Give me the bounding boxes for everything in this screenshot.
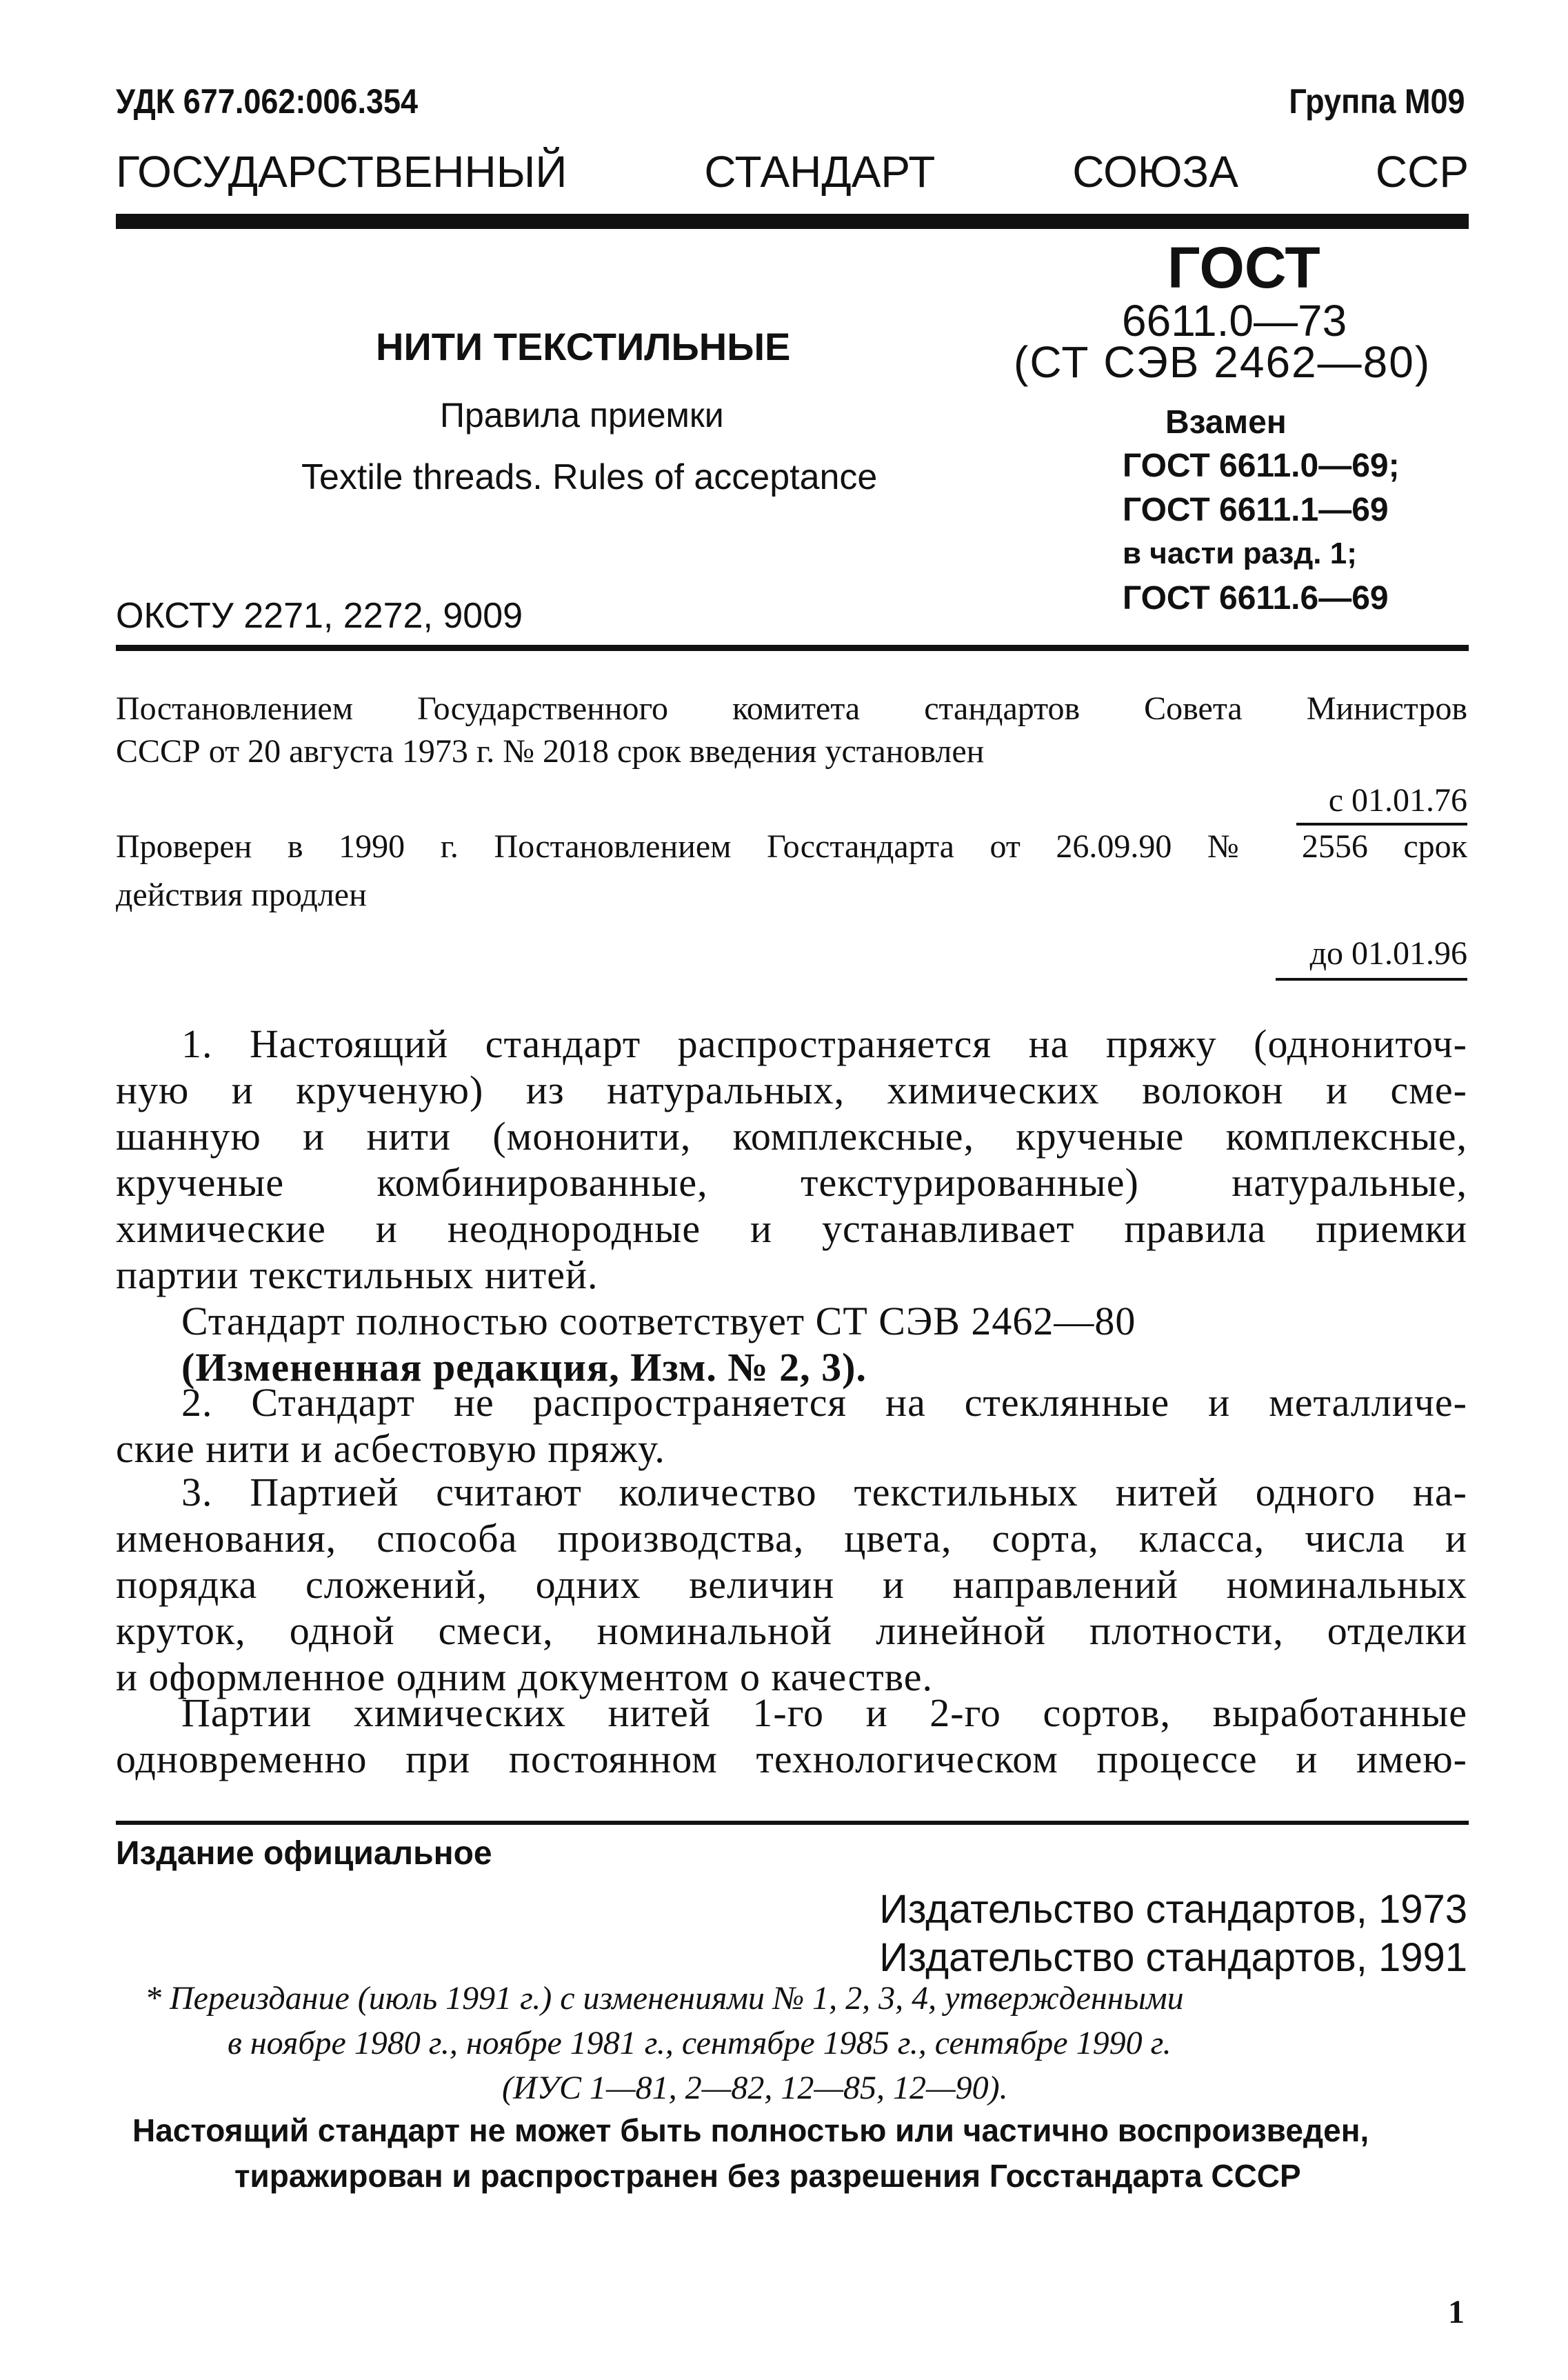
effective-from-date: с 01.01.76 bbox=[1328, 782, 1467, 819]
replaced-gost-1: ГОСТ 6611.0—69; bbox=[1123, 448, 1400, 484]
clause-1-sev-compliance: Стандарт полностью соответствует СТ СЭВ 2462—80 bbox=[181, 1299, 1136, 1343]
reproduction-notice-line-2: тиражирован и распространен без разрешения Госстандарта СССР bbox=[234, 2158, 1301, 2194]
clause-1-line: шанную и нити (мононити, комплексные, крученые комплексные, bbox=[116, 1114, 1467, 1159]
replaced-gost-2: ГОСТ 6611.1—69 bbox=[1123, 492, 1389, 528]
okstu-codes: ОКСТУ 2271, 2272, 9009 bbox=[116, 596, 523, 636]
gost-label: ГОСТ bbox=[1167, 235, 1320, 300]
clause-3-continuation-line: Партии химических нитей 1-го и 2-го сортов, выработанные bbox=[181, 1690, 1467, 1735]
clause-2 bbox=[116, 1379, 1467, 1472]
official-edition-label: Издание официальное bbox=[116, 1835, 492, 1872]
title-block-bottom-rule bbox=[116, 645, 1469, 651]
state-standard-heading: ГОСУДАРСТВЕННЫЙ СТАНДАРТ СОЮЗА ССР bbox=[116, 147, 1469, 197]
footer-rule bbox=[116, 1821, 1469, 1825]
clause-3-continuation bbox=[116, 1690, 1467, 1782]
udk-code: УДК 677.062:006.354 bbox=[116, 82, 419, 121]
valid-until-date: до 01.01.96 bbox=[1309, 935, 1467, 972]
reissue-note-line-2: в ноябре 1980 г., ноябре 1981 г., сентябре 1985 г., сентябре 1990 г. bbox=[228, 2025, 1172, 2061]
document-title: НИТИ ТЕКСТИЛЬНЫЕ bbox=[376, 325, 791, 368]
clause-3-line: и оформленное одним документом о качестве. bbox=[116, 1654, 934, 1699]
header-thick-rule bbox=[116, 214, 1469, 229]
clause-3-line: 3. Партией считают количество текстильных нитей одного на- bbox=[181, 1470, 1467, 1514]
replaced-gost-3: ГОСТ 6611.6—69 bbox=[1123, 580, 1389, 617]
reproduction-notice-line-1: Настоящий стандарт не может быть полностью или частично воспроизведен, bbox=[132, 2112, 1369, 2148]
publisher-line-1: Издательство стандартов, 1973 bbox=[879, 1887, 1467, 1932]
clause-3 bbox=[116, 1469, 1467, 1700]
clause-1-line: партии текстильных нитей. bbox=[116, 1252, 599, 1297]
publisher-line-2: Издательство стандартов, 1991 bbox=[879, 1935, 1467, 1980]
document-title-english: Textile threads. Rules of acceptance bbox=[301, 457, 878, 497]
decree-line-3: Проверен в 1990 г. Постановлением Госстандарта от 26.09.90 № 2556 срок bbox=[116, 828, 1467, 865]
clause-2-line: 2. Стандарт не распространяется на стеклянные и металличе- bbox=[181, 1380, 1467, 1425]
decree-line-4: действия продлен bbox=[116, 877, 367, 913]
clause-3-line: круток, одной смеси, номинальной линейной плотности, отделки bbox=[116, 1608, 1467, 1653]
decree-line-2: СССР от 20 августа 1973 г. № 2018 срок введения установлен bbox=[116, 733, 985, 770]
clause-1-line: 1. Настоящий стандарт распространяется на пряжу (однониточ- bbox=[181, 1021, 1467, 1066]
reissue-note-line-1: * Переиздание (июль 1991 г.) с изменениями № 1, 2, 3, 4, утвержденными bbox=[145, 1980, 1184, 2017]
document-subtitle: Правила приемки bbox=[440, 396, 724, 434]
gost-number: 6611.0—73 bbox=[1122, 296, 1347, 346]
decree-line-1: Постановлением Государственного комитета стандартов Совета Министров bbox=[116, 690, 1467, 727]
clause-1-line: крученые комбинированные, текстурированные) натуральные, bbox=[116, 1160, 1467, 1205]
reissue-note-line-3: (ИУС 1—81, 2—82, 12—85, 12—90). bbox=[502, 2070, 1008, 2106]
effective-date-underline bbox=[1296, 823, 1467, 826]
valid-until-underline bbox=[1276, 978, 1467, 981]
st-sev-number: (СТ СЭВ 2462—80) bbox=[1014, 337, 1431, 387]
page-number: 1 bbox=[1448, 2294, 1465, 2330]
clause-2-line: ские нити и асбестовую пряжу. bbox=[116, 1426, 665, 1471]
group-code: Группа М09 bbox=[1288, 82, 1465, 121]
replaced-gost-2-section: в части разд. 1; bbox=[1123, 537, 1357, 570]
clause-3-line: порядка сложений, одних величин и направлений номинальных bbox=[116, 1562, 1467, 1607]
clause-1 bbox=[116, 1021, 1467, 1390]
clause-1-amendment-note: (Измененная редакция, Изм. № 2, 3). bbox=[181, 1345, 867, 1390]
clause-3-line: именования, способа производства, цвета, сорта, класса, числа и bbox=[116, 1516, 1467, 1561]
clause-3-continuation-line: одновременно при постоянном технологическом процессе и имею- bbox=[116, 1737, 1467, 1781]
replaces-label: Взамен bbox=[1165, 404, 1287, 441]
clause-1-line: ную и крученую) из натуральных, химических волокон и сме- bbox=[116, 1068, 1467, 1112]
clause-1-line: химические и неоднородные и устанавливает правила приемки bbox=[116, 1206, 1467, 1251]
